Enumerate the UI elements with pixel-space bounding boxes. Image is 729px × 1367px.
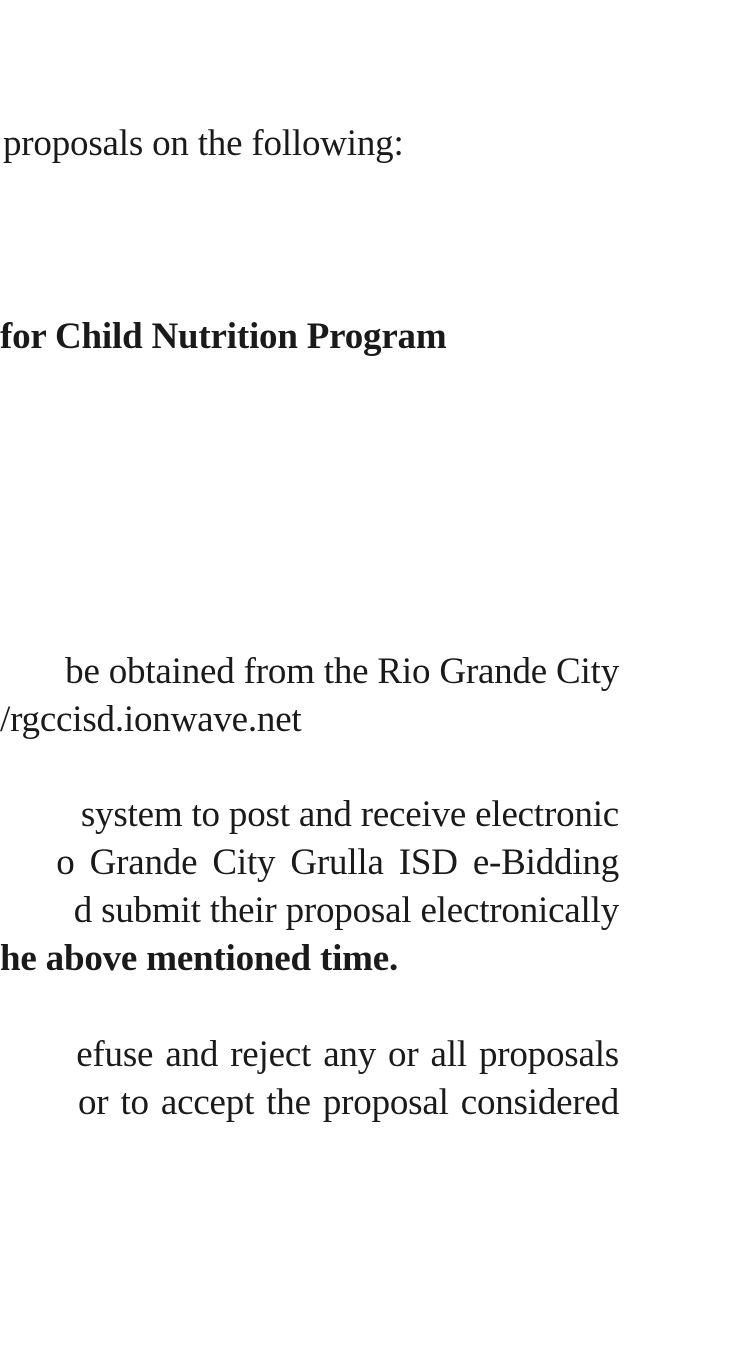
paragraph-1-line-1: be obtained from the Rio Grande City (65, 651, 619, 692)
paragraph-2-line-2: o Grande City Grulla ISD e-Bidding (56, 842, 619, 883)
paragraph-2-line-1: system to post and receive electronic (80, 794, 619, 835)
paragraph-2-line-3: d submit their proposal electronically (73, 890, 619, 931)
intro-line: proposals on the following: (3, 123, 404, 164)
program-title: for Child Nutrition Program (0, 316, 447, 357)
paragraph-3-line-1: efuse and reject any or all proposals (76, 1034, 619, 1075)
paragraph-1-line-2: /rgccisd.ionwave.net (0, 699, 302, 740)
paragraph-3-line-2: or to accept the proposal considered (77, 1082, 619, 1123)
paragraph-2-line-4: he above mentioned time. (0, 938, 399, 979)
